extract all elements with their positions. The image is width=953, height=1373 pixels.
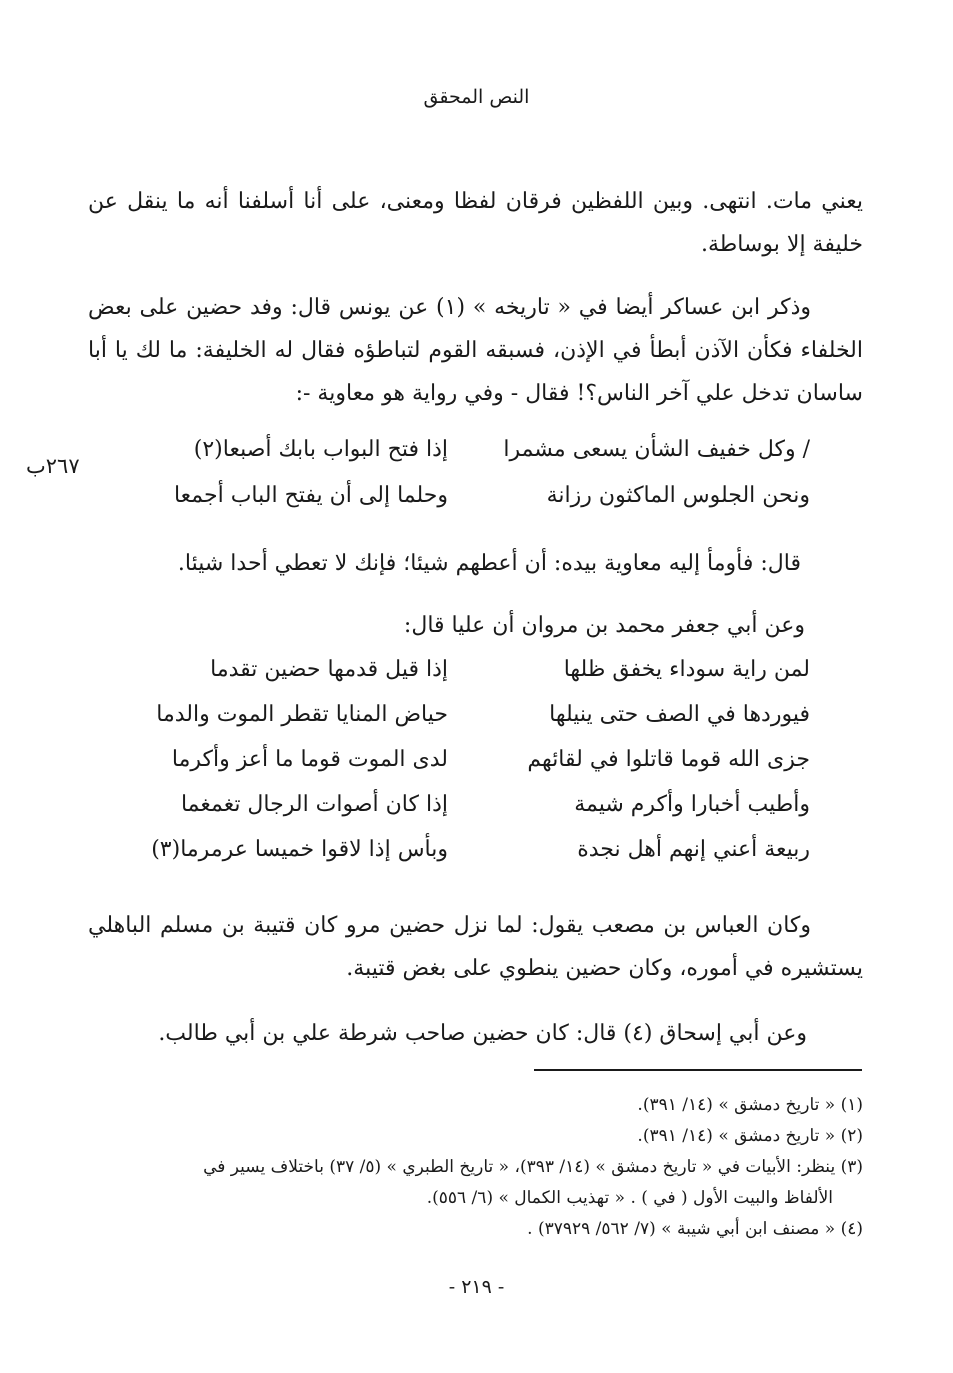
paragraph-2 (88, 286, 863, 415)
paragraph-text: يعني مات. انتهى. وبين اللفظين فرقان لفظا ومعنى، على أنا أسلفنا أنه ما ينقل عن خليفة إلا بوساطة. (88, 189, 863, 257)
page-number: - ٢١٩ - (448, 1276, 505, 1298)
verse-first-hemistich: ونحن الجلوس الماكثون رزانة (546, 483, 810, 508)
paragraph-1 (88, 180, 863, 266)
footnote-separator (534, 1069, 862, 1071)
paragraph-text: وعن أبي إسحاق (٤) قال: كان حضين صاحب شرطة علي بن أبي طالب. (158, 1021, 807, 1046)
paragraph-5 (88, 904, 863, 990)
paragraph-3 (88, 542, 863, 585)
running-head: النص المحقق (423, 86, 530, 108)
paragraph-text: وذكر ابن عساكر أيضا في « تاريخه » (١) عن يونس قال: وفد حضين على بعض الخلفاء فكأن الآذن أبطأ في الإذن، فسبقه القوم لتباطؤه فقال له الخليفة: ما لك يا أبا ساسان تدخل علي آخر الناس؟! فقال - وفي رواية هو معاوية -: (88, 295, 863, 406)
verse-second-hemistich: حياض المنايا تقطر الموت والدما (156, 702, 448, 727)
verse-second-hemistich: لدى الموت قوما ما أعز وأكرما (171, 747, 448, 772)
verse-first-hemistich: جزى الله قوما قاتلوا في لقائهم (527, 747, 810, 772)
verse-first-hemistich: ربيعة أعني إنهم أهل نجدة (577, 837, 810, 862)
verse-group-1 (0, 430, 953, 520)
paragraph-text: وكان العباس بن مصعب يقول: لما نزل حضين مرو كان قتيبة بن مسلم الباهلي يستشيره في أموره، وكان حضين ينطوي على بغض قتيبة. (88, 913, 863, 981)
verse-group-2 (0, 650, 953, 880)
verse-first-hemistich: لمن راية سوداء يخفق ظلها (563, 657, 810, 682)
footnote: (١) « تاريخ دمشق » (١٤/ ٣٩١). (637, 1095, 863, 1115)
footnote: (٢) « تاريخ دمشق » (١٤/ ٣٩١). (637, 1126, 863, 1146)
paragraph-4 (88, 604, 863, 647)
verse-second-hemistich: إذا كان أصوات الرجال تغمغما (180, 792, 448, 817)
verse-first-hemistich: وأطيب أخبارا وأكرم شيمة (574, 792, 810, 817)
footnote-continuation: الألفاظ والبيت الأول ( في ) . « تهذيب الكمال » (٦/ ٥٥٦). (426, 1188, 833, 1208)
footnotes (88, 1090, 863, 1245)
verse-second-hemistich: إذا قيل قدمها حضين تقدما (210, 657, 448, 682)
footnote: (٣) ينظر: الأبيات في « تاريخ دمشق » (١٤/ ٣٩٣)، « تاريخ الطبري » (٥/ ٣٧) باختلاف يسير في (203, 1157, 863, 1177)
verse-first-hemistich: / وكل خفيف الشأن يسعى مشمرا (503, 437, 810, 462)
verse-second-hemistich: وبأس إذا لاقوا خميسا عرمرما(٣) (151, 837, 448, 862)
paragraph-6 (88, 1012, 863, 1055)
verse-first-hemistich: فيوردها في الصف حتى ينيلها (549, 702, 810, 727)
paragraph-text: قال: فأومأ إليه معاوية بيده: أن أعطهم شيئا؛ فإنك لا تعطي أحدا شيئا. (177, 551, 801, 576)
verse-second-hemistich: وحلما إلى أن يفتح الباب أجمعا (173, 483, 448, 508)
paragraph-text: وعن أبي جعفر محمد بن مروان أن عليا قال: (403, 613, 805, 638)
footnote: (٤) « مصنف ابن أبي شيبة » (٧/ ٥٦٢/ ٣٧٩٢٩) . (527, 1219, 863, 1239)
manuscript-folio-marker: ٢٦٧ب (26, 454, 80, 478)
verse-second-hemistich: إذا فتح البواب بابك أصبعا(٢) (193, 437, 448, 462)
